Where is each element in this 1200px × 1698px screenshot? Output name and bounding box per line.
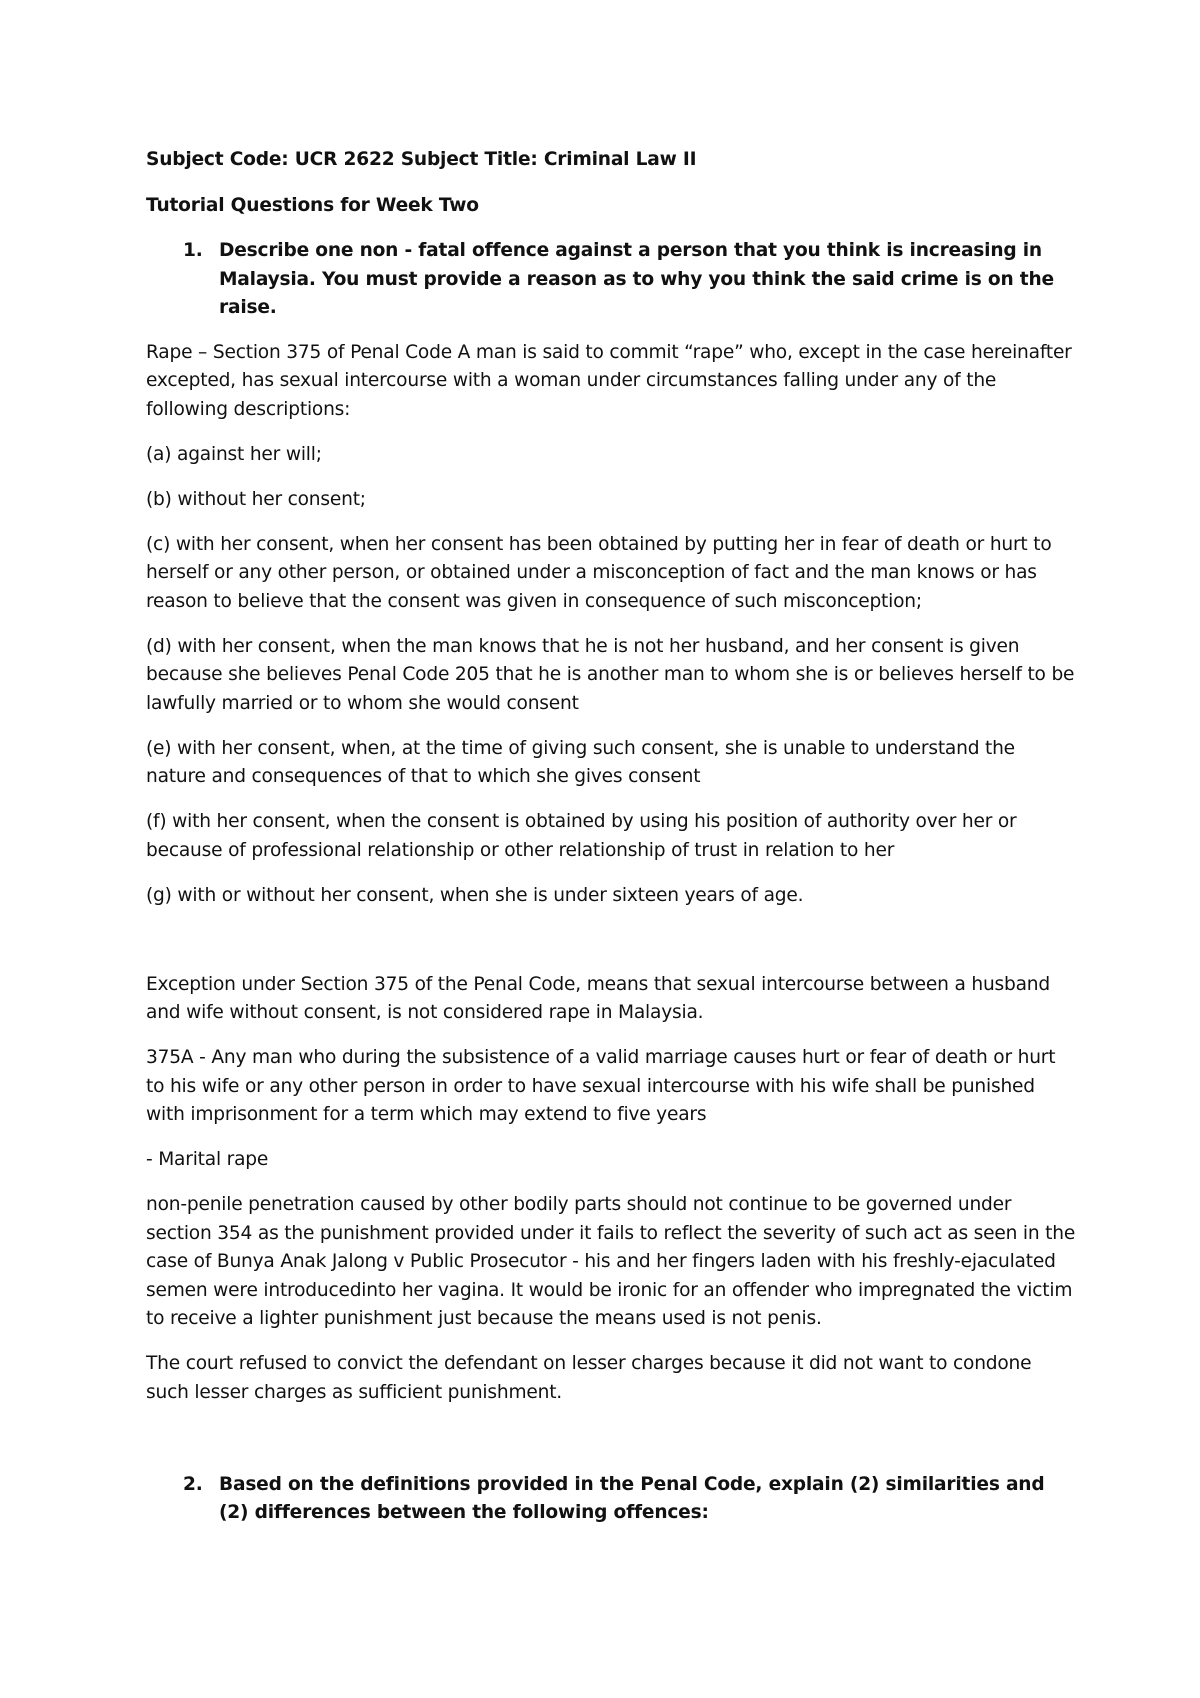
question-2-number: 2.: [183, 1473, 203, 1495]
document-body: [146, 146, 1076, 1544]
rape-item-b: (b) without her consent;: [146, 488, 366, 510]
non-penile-paragraph: non-penile penetration caused by other bodily parts should not continue to be governed under section 354 as the punishment provided under it fails to reflect the severity of such act as seen in the case of Bunya Anak Jalong v Public Prosecutor - his and her fingers laden with his freshly-ejaculated semen were introducedinto her vagina. It would be ironic for an offender who impregnated the victim to receive a lighter punishment just because the means used is not penis.: [146, 1194, 1076, 1329]
rape-item-a: (a) against her will;: [146, 443, 322, 465]
rape-item-e: (e) with her consent, when, at the time of giving such consent, she is unable to understand the nature and consequences of that to which she gives consent: [146, 737, 1015, 787]
section-375a-paragraph: 375A - Any man who during the subsistence of a valid marriage causes hurt or fear of death or hurt to his wife or any other person in order to have sexual intercourse with his wife shall be punished with imprisonment for a term which may extend to five years: [146, 1047, 1056, 1125]
rape-item-g: (g) with or without her consent, when she is under sixteen years of age.: [146, 884, 804, 906]
question-1: [146, 237, 1076, 323]
blank-line: [146, 927, 1076, 971]
subject-line: Subject Code: UCR 2622 Subject Title: Criminal Law II: [146, 149, 697, 170]
rape-item-f: (f) with her consent, when the consent is obtained by using his position of authority over her or because of professional relationship or other relationship of trust in relation to her: [146, 811, 1017, 861]
blank-line: [146, 1424, 1076, 1471]
rape-item-c: (c) with her consent, when her consent has been obtained by putting her in fear of death or hurt to herself or any other person, or obtained under a misconception of fact and the man knows or has reason to believe that the consent was given in consequence of such misconception;: [146, 533, 1052, 612]
marital-rape-line: - Marital rape: [146, 1149, 269, 1170]
tutorial-heading: Tutorial Questions for Week Two: [146, 194, 479, 216]
question-2-text: Based on the definitions provided in the Penal Code, explain (2) similarities and (2) differences between the following offences:: [219, 1473, 1045, 1523]
exception-paragraph: Exception under Section 375 of the Penal Code, means that sexual intercourse between a husband and wife without consent, is not considered rape in Malaysia.: [146, 973, 1050, 1023]
court-paragraph: The court refused to convict the defendant on lesser charges because it did not want to condone such lesser charges as sufficient punishment.: [146, 1353, 1032, 1403]
question-1-number: 1.: [183, 240, 203, 261]
rape-definition-intro: Rape – Section 375 of Penal Code A man is said to commit “rape” who, except in the case hereinafter excepted, has sexual intercourse with a woman under circumstances falling under any of the following descriptions:: [146, 341, 1072, 420]
rape-item-d: (d) with her consent, when the man knows that he is not her husband, and her consent is given because she believes Penal Code 205 that he is another man to whom she is or believes herself to be lawfully married or to whom she would consent: [146, 635, 1075, 714]
question-1-text: Describe one non - fatal offence against a person that you think is increasing in Malaysia. You must provide a reason as to why you think the said crime is on the raise.: [219, 240, 1054, 318]
question-2: [146, 1471, 1076, 1528]
